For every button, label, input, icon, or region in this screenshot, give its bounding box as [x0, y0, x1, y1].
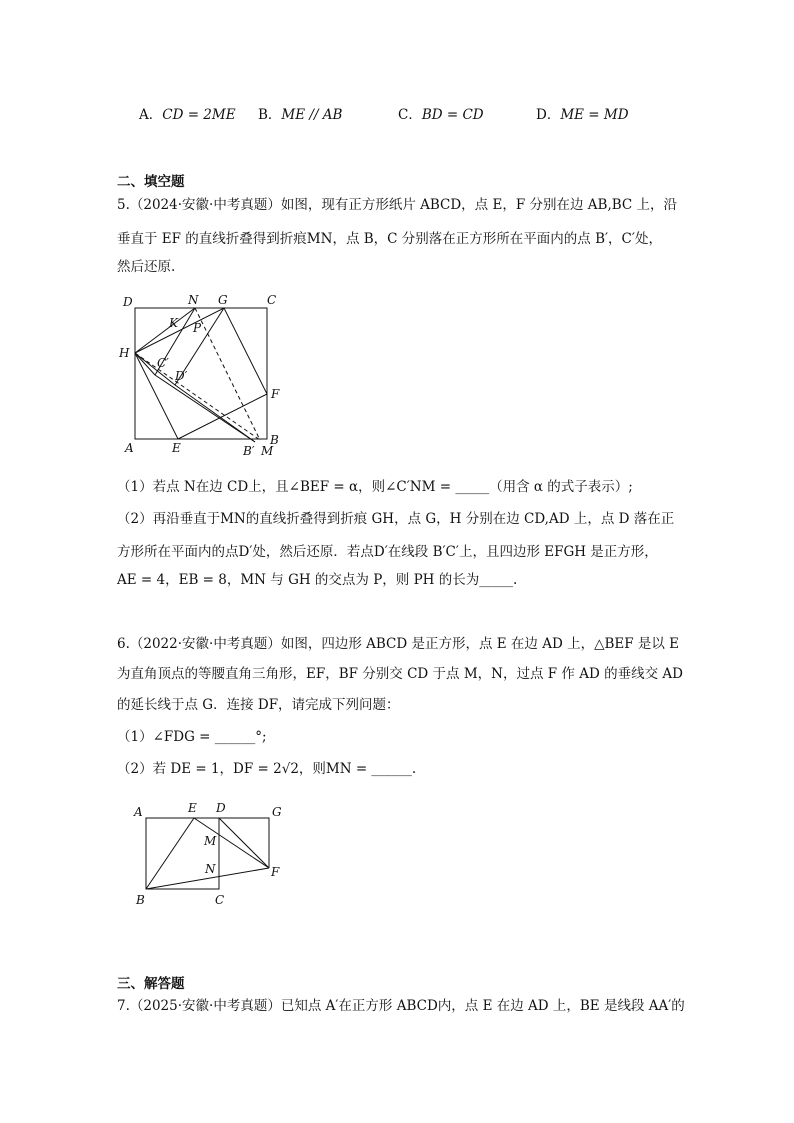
- section-heading-answer: 三、解答题: [117, 976, 185, 992]
- q5-figure: [115, 290, 295, 460]
- option-a: A．CD = 2ME: [139, 107, 236, 123]
- q6-label-a: A: [134, 805, 143, 819]
- q6-label-b: B: [136, 893, 145, 907]
- option-c: C．BD = CD: [398, 107, 484, 123]
- q5-label-b: B: [270, 433, 279, 447]
- q6-figure: [130, 798, 300, 910]
- q5-label-a: A: [125, 441, 134, 455]
- option-b: B．ME // AB: [258, 107, 343, 123]
- option-d: D．ME = MD: [536, 107, 629, 123]
- q6-line-1: 6.（2022·安徽·中考真题）如图，四边形 ABCD 是正方形，点 E 在边 AD 上，△BEF 是以 E: [117, 636, 680, 652]
- q5-label-b-prime: B′: [243, 444, 255, 458]
- q5-label-d-prime: D′: [175, 369, 188, 383]
- q6-line-3: 的延长线于点 G．连接 DF，请完成下列问题：: [117, 697, 400, 713]
- q5-label-e: E: [172, 441, 181, 455]
- q5-fold-line-nh: [135, 308, 195, 353]
- q5-sub-2: （2）再沿垂直于MN的直线折叠得到折痕 GH，点 G，H 分别在边 CD,AD 上，点 D 落在正: [117, 511, 675, 527]
- q7-line-1: 7.（2025·安徽·中考真题）已知点 A′在正方形 ABCD内，点 E 在边 AD 上，BE 是线段 AA′的: [117, 998, 685, 1014]
- q6-label-e: E: [188, 801, 197, 815]
- q5-line-2: 垂直于 EF 的直线折叠得到折痕MN，点 B，C 分别落在正方形所在平面内的点 B′，C′处，: [117, 231, 662, 247]
- q5-line-1: 5.（2024·安徽·中考真题）如图，现有正方形纸片 ABCD，点 E，F 分别在边 AB,BC 上，沿: [117, 197, 678, 213]
- q5-label-m: M: [261, 444, 274, 458]
- q5-label-f: F: [271, 387, 280, 401]
- q6-line-be: [146, 818, 194, 889]
- q6-label-m: M: [204, 834, 217, 848]
- q5-dashed-line-2: [195, 308, 260, 440]
- q5-line-3: 然后还原.: [117, 259, 176, 275]
- section-heading-fill-in: 二、填空题: [117, 174, 185, 190]
- q6-label-n: N: [205, 862, 216, 876]
- q5-label-c-prime: C′: [157, 356, 169, 370]
- q5-label-p: P: [193, 321, 202, 335]
- q5-sub-3: 方形所在平面内的点D′处，然后还原．若点D′在线段 B′C′上，且四边形 EFGH 是正方形，: [117, 544, 658, 560]
- q5-label-n: N: [188, 293, 199, 307]
- q6-label-d: D: [216, 801, 226, 815]
- q5-label-g: G: [218, 293, 228, 307]
- q6-line-2: 为直角顶点的等腰直角三角形，EF，BF 分别交 CD 于点 M，N，过点 F 作 AD 的垂线交 AD: [117, 666, 683, 682]
- q6-label-f: F: [271, 865, 280, 879]
- q6-label-c: C: [215, 893, 225, 907]
- q6-sub-2: （2）若 DE = 1，DF = 2√2，则MN = ______.: [117, 761, 417, 777]
- q6-sub-1: （1）∠FDG = ______°;: [117, 729, 267, 745]
- q6-line-df: [219, 818, 269, 868]
- q5-label-c: C: [267, 293, 277, 307]
- q5-sub-4: AE = 4，EB = 8，MN 与 GH 的交点为 P，则 PH 的长为_____.: [117, 572, 518, 588]
- q5-label-h: H: [119, 346, 130, 360]
- q5-label-d: D: [123, 295, 133, 309]
- q6-label-g: G: [272, 805, 282, 819]
- q5-dashed-line-1: [135, 353, 260, 440]
- q5-label-k: K: [169, 316, 178, 330]
- q5-sub-1: （1）若点 N在边 CD上，且∠BEF = α，则∠C′NM = _____（用含 α 的式子表示）;: [117, 479, 633, 495]
